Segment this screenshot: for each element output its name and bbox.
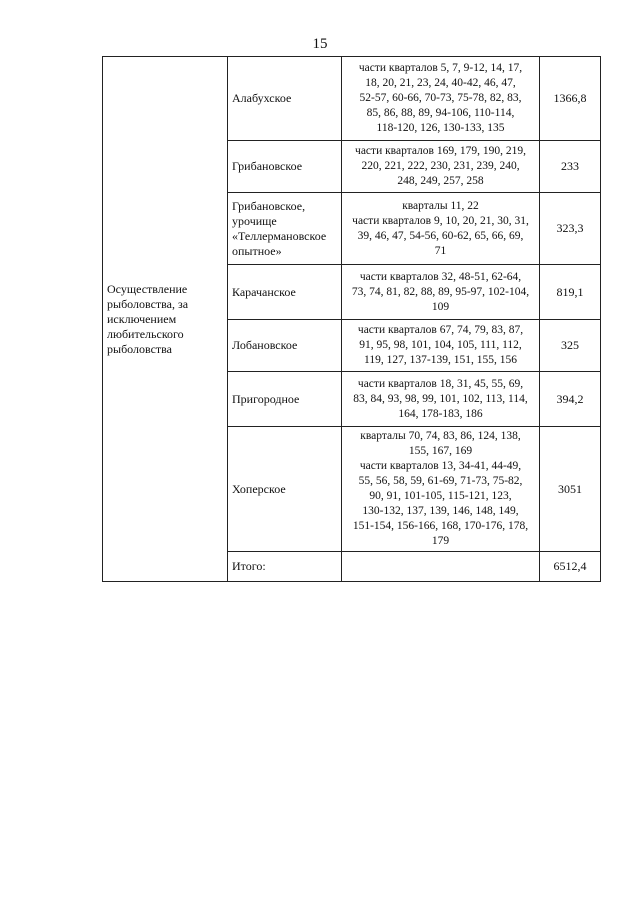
total-area: 6512,4 bbox=[540, 552, 601, 582]
total-label: Итого: bbox=[228, 552, 342, 582]
forestry-cell bbox=[228, 372, 342, 427]
quarters-line: 39, 46, 47, 54-56, 60-62, 65, 66, 69, bbox=[357, 229, 524, 242]
forestry-cell bbox=[228, 320, 342, 372]
quarters-line: 151-154, 156-166, 168, 170-176, 178, bbox=[352, 520, 529, 532]
activity-line: Осуществление bbox=[107, 281, 188, 296]
quarters-cell bbox=[342, 320, 540, 372]
forestry-name: Алабухское bbox=[232, 91, 292, 105]
quarters-cell bbox=[342, 265, 540, 320]
forestry-name: Грибановское, bbox=[232, 198, 306, 213]
quarters-line: 71 bbox=[434, 244, 447, 257]
quarters-line: 119, 127, 137-139, 151, 155, 156 bbox=[364, 354, 517, 366]
table-row bbox=[103, 57, 601, 141]
quarters-line: 109 bbox=[431, 300, 450, 313]
forestry-name: Грибановское bbox=[232, 159, 303, 173]
quarters-line: 91, 95, 98, 101, 104, 105, 111, 112, bbox=[359, 339, 522, 351]
forestry-cell bbox=[228, 141, 342, 193]
forestry-name: «Теллермановское bbox=[232, 228, 327, 243]
quarters-cell bbox=[342, 193, 540, 265]
quarters-line: кварталы 70, 74, 83, 86, 124, 138, bbox=[360, 430, 521, 442]
quarters-cell bbox=[342, 57, 540, 141]
quarters-line: 130-132, 137, 139, 146, 148, 149, bbox=[362, 505, 519, 517]
area-cell: 233 bbox=[540, 141, 601, 193]
quarters-line: 155, 167, 169 bbox=[408, 445, 473, 457]
activity-line: исключением bbox=[107, 311, 177, 326]
forestry-name: Карачанское bbox=[232, 284, 296, 299]
quarters-line: 52-57, 60-66, 70-73, 75-78, 82, 83, bbox=[359, 92, 522, 104]
page-number: 15 bbox=[312, 36, 328, 52]
forestry-cell bbox=[228, 193, 342, 265]
quarters-line: 90, 91, 101-105, 115-121, 123, bbox=[369, 490, 512, 502]
quarters-line: 73, 74, 81, 82, 88, 89, 95-97, 102-104, bbox=[351, 285, 530, 298]
quarters-cell bbox=[342, 141, 540, 193]
quarters-line: части кварталов 9, 10, 20, 21, 30, 31, bbox=[352, 214, 529, 227]
quarters-cell bbox=[342, 427, 540, 552]
forestry-cell bbox=[228, 427, 342, 552]
allocation-table bbox=[102, 56, 601, 582]
quarters-line: части кварталов 5, 7, 9-12, 14, 17, bbox=[358, 62, 523, 74]
forestry-name: урочище bbox=[232, 213, 277, 228]
activity-cell bbox=[103, 57, 228, 582]
quarters-cell bbox=[342, 372, 540, 427]
quarters-line: 118-120, 126, 130-133, 135 bbox=[376, 122, 505, 134]
activity-line: рыболовства, за bbox=[107, 296, 189, 311]
forestry-cell bbox=[228, 265, 342, 320]
quarters-line: 164, 178-183, 186 bbox=[398, 407, 483, 420]
quarters-line: части кварталов 18, 31, 45, 55, 69, bbox=[357, 377, 524, 390]
quarters-line: части кварталов 13, 34-41, 44-49, bbox=[359, 460, 522, 472]
total-empty-cell bbox=[342, 552, 540, 582]
activity-line: любительского bbox=[107, 326, 184, 341]
quarters-line: 83, 84, 93, 98, 99, 101, 102, 113, 114, bbox=[353, 392, 528, 405]
area-cell: 325 bbox=[540, 320, 601, 372]
quarters-line: кварталы 11, 22 bbox=[402, 199, 479, 212]
quarters-line: 55, 56, 58, 59, 61-69, 71-73, 75-82, bbox=[358, 475, 523, 487]
quarters-line: части кварталов 67, 74, 79, 83, 87, bbox=[357, 324, 524, 336]
quarters-line: части кварталов 169, 179, 190, 219, bbox=[355, 145, 526, 157]
area-cell: 323,3 bbox=[540, 193, 601, 265]
area-cell: 3051 bbox=[540, 427, 601, 552]
quarters-line: 248, 249, 257, 258 bbox=[397, 175, 484, 187]
activity-line: рыболовства bbox=[107, 341, 172, 356]
forestry-name: Хоперское bbox=[232, 481, 286, 496]
quarters-line: 179 bbox=[431, 535, 450, 547]
forestry-name: Лобановское bbox=[232, 338, 298, 352]
forestry-cell bbox=[228, 57, 342, 141]
area-cell: 1366,8 bbox=[540, 57, 601, 141]
quarters-line: 85, 86, 88, 89, 94-106, 110-114, bbox=[366, 107, 515, 119]
quarters-line: 220, 221, 222, 230, 231, 239, 240, bbox=[361, 160, 520, 172]
forestry-name: опытное» bbox=[232, 243, 282, 258]
area-cell: 819,1 bbox=[540, 265, 601, 320]
quarters-line: части кварталов 32, 48-51, 62-64, bbox=[359, 270, 522, 283]
forestry-name: Пригородное bbox=[232, 391, 300, 406]
area-cell: 394,2 bbox=[540, 372, 601, 427]
quarters-line: 18, 20, 21, 23, 24, 40-42, 46, 47, bbox=[365, 77, 516, 89]
